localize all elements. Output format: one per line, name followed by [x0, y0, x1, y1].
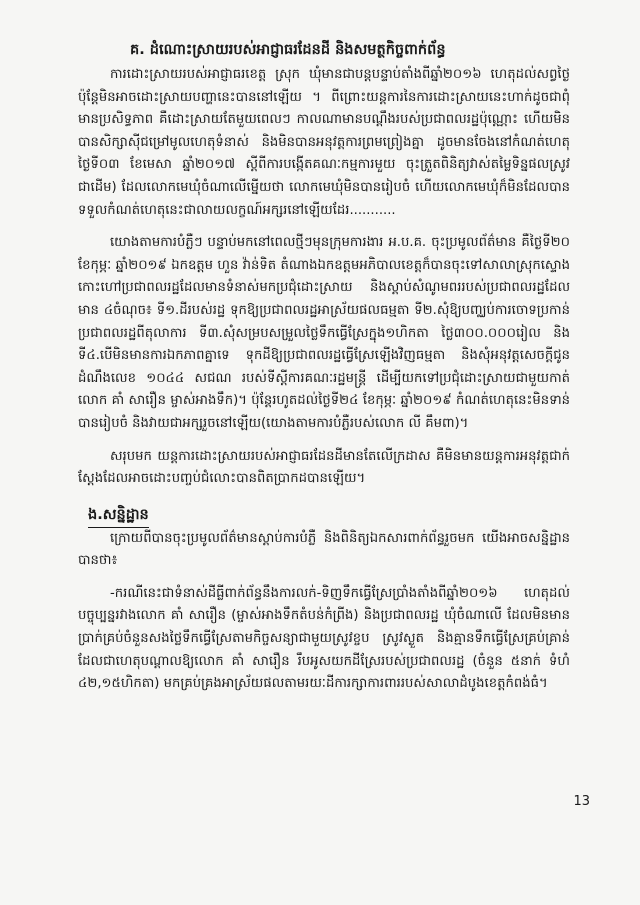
body-paragraph-1: ការដោះស្រាយរបស់អាជ្ញាធរខេត្ត ស្រុក ឃុំមានជាបន្តបន្ទាប់តាំងពីឆ្នាំ២០១៦ ហេតុដល់សព្វថ្ងៃ ប៉ុន្តែមិនអាចដោះស្រាយបញ្ហានេះបាននៅឡើយ ។ ពីព្រោះយន្តការនៃការដោះស្រាយនេះហាក់ដូចជាពុំមានប្រសិទ្ធភាព គឺដោះស្រាយតែមួយពេលៗ កាលណាមានបណ្តឹងរបស់ប្រជាពលរដ្ឋប៉ុណ្ណោះ ហើយមិនបានសិក្សាស៊ីជម្រៅមូលហេតុទំនាស់ និងមិនបានអនុវត្តការព្រមព្រៀងគ្នា ដូចមានចែងនៅកំណត់ហេតុថ្ងៃទី០៣ ខែមេសា ឆ្នាំ២០១៧ ស្តីពីការបង្កើតគណៈកម្មការមួយ ចុះត្រួតពិនិត្យវាស់តម្លៃទិន្នផលស្រូវជាដើម) ដែលលោកមេឃុំចំណាលើម្នើយថា លោកមេឃុំមិនបានរៀបចំ ហើយលោកមេឃុំក៏មិនដែលបានទទួលកំណត់ហេតុនេះជាលាយលក្ខណ៍អក្សរនៅឡើយដែរ........... [78, 67, 570, 218]
body-paragraph-3: សរុបមក យន្តការដោះស្រាយរបស់អាជ្ញាធរដែនដីមានតែលើក្រដាស គឺមិនមានយន្តការអនុវត្តជាក់ស្តែងដែលអាចដោះបញ្ចប់ជំលោះបានពិតប្រាកដបានឡើយ។ [78, 448, 570, 487]
body-paragraph-2: យោងតាមការបំភ្លឺៗ បន្ទាប់មកនៅពេលថ្មីៗមុនក្រុមការងារ អ.ប.គ. ចុះប្រមូលព័ត៌មាន គឺថ្ងៃទី២០ ខែកុម្ភៈ ឆ្នាំ២០១៩ ឯកឧត្តម ហួន វ៉ាន់ទិត តំណាងឯកឧត្តមអភិបាលខេត្តក៏បានចុះទៅសាលាស្រុកស្ទោង កោះហៅប្រជាពលរដ្ឋដែលមានទំនាស់មកប្រជុំដោះស្រាយ និងស្តាប់សំណូមពររបស់ប្រជាពលរដ្ឋដែលមាន ៤ចំណុច៖ ទី១.ដីរបស់រដ្ឋ ទុកឱ្យប្រជាពលរដ្ឋអាស្រ័យផលធម្មតា ទី២.សុំឱ្យបញ្ឈប់ការចោទប្រកាន់ប្រជាពលរដ្ឋពីតុលាការ ទី៣.សុំសម្របសម្រួលថ្លៃទឹកធ្វើស្រែក្នុង១ហិកតា ថ្លៃ៣០០.០០០រៀល និង ទី៤.បើមិនមានការឯកភាពគ្នាទេ ទុកដីឱ្យប្រជាពលរដ្ឋធ្វើស្រែឡើងវិញធម្មតា និងសុំអនុវត្តសេចក្តីជូនដំណឹងលេខ ១០៤៤ សជណ របស់ទីស្តីការគណៈរដ្ឋមន្ត្រី ដើម្បីយកទៅប្រជុំដោះស្រាយជាមួយកាត់លោក គាំ សារឿន ម្ចាស់អាងទឹក)។ ប៉ុន្តែរហូតដល់ថ្ងៃទី២៤ ខែកុម្ភៈ ឆ្នាំ២០១៩ កំណត់ហេតុនេះមិនទាន់បានរៀបចំ និងវាយជាអក្សរួចនៅឡើយ(យោងតាមការបំភ្លឺរបស់លោក លី គឹមពា)។ [78, 235, 570, 431]
conclusion-paragraph-2: -ករណីនេះជាទំនាស់ដីធ្លីពាក់ព័ន្ធនឹងការលក់-ទិញទឹកធ្វើស្រែប្រាំងតាំងពីឆ្នាំ២០១៦ ហេតុដល់បច្ចុប្បន្នរវាងលោក គាំ សារឿន (ម្ចាស់អាងទឹកតំបន់កំព្រីង) និងប្រជាពលរដ្ឋ ឃុំចំណាលើ ដែលមិនមានប្រាក់គ្រប់ចំនួនសងថ្លៃទឹកធ្វើស្រែតាមកិច្ចសន្យាជាមួយស្រូវខ្ចប ស្រូវស្ងួត និងគ្មានទឹកធ្វើស្រែគ្រប់គ្រាន់ ដែលជាហេតុបណ្ដាលឱ្យលោក គាំ សារឿន រឹបអូសយកដីស្រែរបស់ប្រជាពលរដ្ឋ (ចំនួន ៥នាក់ ទំហំ ៤២,១៥ហិកតា) មកគ្រប់គ្រងអាស្រ័យផលតាមរយៈដីការក្សាការពាររបស់សាលាដំបូងខេត្តកំពង់ធំ។ [78, 585, 570, 692]
page-number: 13 [573, 794, 590, 809]
conclusion-paragraph-1: ក្រោយពីបានចុះប្រមូលព័ត៌មានស្តាប់ការបំភ្លឺ និងពិនិត្យឯកសារពាក់ព័ន្ធរួចមក យើងអាចសន្និដ្ឋានបានថា៖ [78, 530, 570, 569]
section-title: គ. ដំណោះស្រាយរបស់អាជ្ញាធរដែនដី និងសមត្ថកិច្ចពាក់ព័ន្ធ [130, 42, 446, 58]
conclusion-title: ង.សន្និដ្ឋាន [88, 503, 149, 528]
